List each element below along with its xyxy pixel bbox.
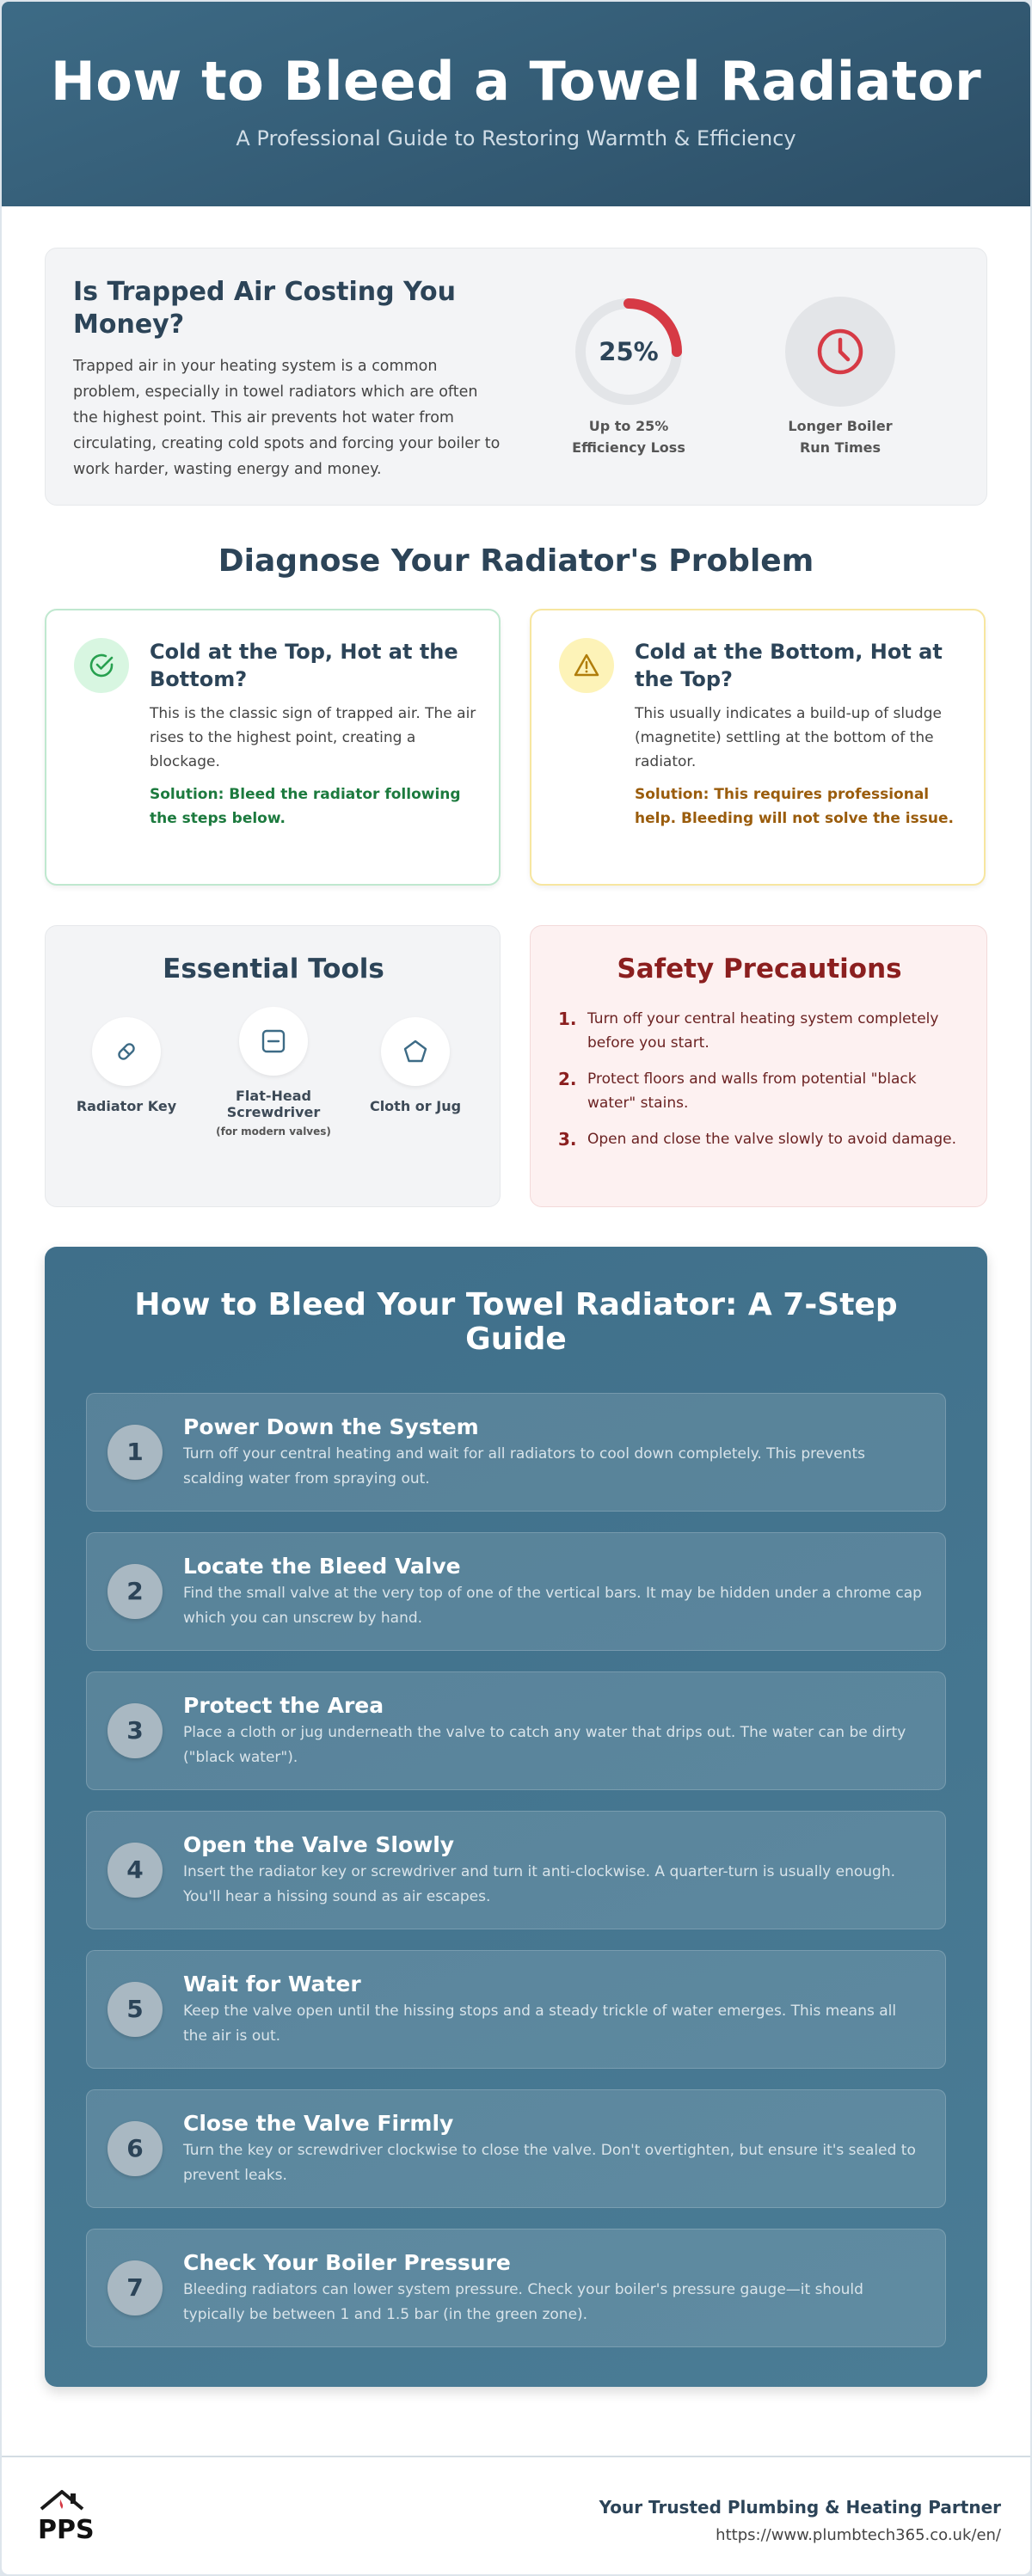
tool-name: Cloth or Jug: [369, 1098, 462, 1114]
step-title: Locate the Bleed Valve: [183, 1554, 461, 1579]
step-card: [86, 1393, 946, 1512]
step-card: [86, 2089, 946, 2208]
page: [2, 2, 1030, 2574]
safety-item: [558, 1127, 962, 1151]
step-number: 1: [108, 1425, 163, 1480]
step-card: [86, 1671, 946, 1790]
step-number: 5: [108, 1982, 163, 2037]
diagnosis-icon-badge: [74, 638, 129, 693]
step-description: Bleeding radiators can lower system pressure. Check your boiler's pressure gauge—it should typically be between 1 and 1.5 bar (in the green zone).: [183, 2281, 863, 2323]
boiler-stat: [771, 297, 909, 458]
step-number: 2: [108, 1564, 163, 1619]
safety-title: Safety Precautions: [617, 954, 902, 984]
tool-note: (for modern valves): [216, 1125, 331, 1138]
step-description: Find the small valve at the very top of one of the vertical bars. It may be hidden under a chrome cap which you can unscrew by hand.: [183, 1585, 922, 1627]
efficiency-gauge: [574, 297, 684, 407]
warning-icon: [573, 652, 600, 679]
tool-radiator-key: [40, 1017, 212, 1114]
diagnosis-solution: Solution: This requires professional help. Bleeding will not solve the issue.: [635, 786, 954, 827]
step-number: 3: [108, 1703, 163, 1758]
jug-icon: [402, 1038, 429, 1065]
step-description: Insert the radiator key or screwdriver and turn it anti-clockwise. A quarter-turn is usually enough. You'll hear a hissing sound as air escapes.: [183, 1863, 896, 1905]
clock-badge: [785, 297, 895, 407]
intro-body: Trapped air in your heating system is a common problem, especially in towel radiators which are often the highest point. This air prevents hot water from circulating, creating cold spots and forcing your boiler to work harder, wasting energy and money.: [73, 358, 501, 478]
step-card: [86, 2229, 946, 2347]
step-title: Power Down the System: [183, 1414, 479, 1439]
safety-card: [530, 925, 987, 1207]
tool-name: Radiator Key: [76, 1098, 177, 1114]
safety-item: [558, 1067, 962, 1115]
page-subtitle: A Professional Guide to Restoring Warmth & Efficiency: [236, 126, 796, 150]
check-circle-icon: [88, 652, 115, 679]
radiator-key-icon: [113, 1038, 140, 1065]
step-number: 4: [108, 1843, 163, 1898]
step-guide: [45, 1247, 987, 2387]
efficiency-stat: [560, 297, 697, 458]
safety-item-text: Protect floors and walls from potential "black water" stains.: [587, 1070, 917, 1112]
tool-name: Flat-Head Screwdriver: [226, 1088, 321, 1120]
step-number: 7: [108, 2260, 163, 2315]
safety-item-number: 1.: [558, 1009, 577, 1029]
page-footer: [2, 2456, 1030, 2574]
clock-icon: [785, 297, 895, 407]
step-title: Open the Valve Slowly: [183, 1832, 455, 1857]
diagnosis-description: This usually indicates a build-up of sludge (magnetite) settling at the bottom of the radiator.: [635, 705, 942, 770]
tool-icon-badge: [239, 1007, 308, 1076]
diagnosis-icon-badge: [559, 638, 614, 693]
intro-card: [45, 248, 987, 506]
step-title: Protect the Area: [183, 1693, 384, 1718]
intro-heading: Is Trapped Air Costing You Money?: [73, 277, 456, 340]
safety-item-text: Open and close the valve slowly to avoid damage.: [587, 1131, 956, 1148]
step-card: [86, 1811, 946, 1929]
tool-icon-badge: [381, 1017, 450, 1086]
step-number: 6: [108, 2121, 163, 2176]
step-description: Turn off your central heating and wait for all radiators to cool down completely. This prevents scalding water from spraying out.: [183, 1445, 865, 1487]
diagnosis-heading: Cold at the Bottom, Hot at the Top?: [635, 640, 943, 691]
tool-cloth-jug: [329, 1017, 501, 1114]
diagnosis-description: This is the classic sign of trapped air. The air rises to the highest point, creating a blockage.: [150, 705, 476, 770]
safety-item-number: 2.: [558, 1069, 577, 1089]
step-description: Keep the valve open until the hissing stops and a steady trickle of water emerges. This means all the air is out.: [183, 2003, 897, 2045]
page-title: How to Bleed a Towel Radiator: [50, 50, 982, 113]
footer-url[interactable]: https://www.plumbtech365.co.uk/en/: [716, 2526, 1001, 2544]
efficiency-label: Up to 25% Efficiency Loss: [572, 418, 685, 456]
step-card: [86, 1532, 946, 1651]
safety-item-number: 3.: [558, 1129, 577, 1150]
boiler-label: Longer Boiler Run Times: [788, 418, 893, 456]
tool-icon-badge: [92, 1017, 161, 1086]
step-title: Check Your Boiler Pressure: [183, 2250, 511, 2275]
step-title: Close the Valve Firmly: [183, 2111, 454, 2136]
screwdriver-icon: [260, 1027, 287, 1055]
safety-item: [558, 1007, 962, 1055]
step-title: Wait for Water: [183, 1972, 361, 1996]
diagnosis-solution: Solution: Bleed the radiator following the steps below.: [150, 786, 461, 827]
guide-title: How to Bleed Your Towel Radiator: A 7-Step Guide: [134, 1287, 898, 1357]
page-header: [2, 2, 1030, 206]
svg-text:PPS: PPS: [38, 2515, 95, 2543]
diagnosis-card-sludge: [530, 609, 986, 886]
company-logo[interactable]: [36, 2483, 98, 2543]
diagnosis-heading: Cold at the Top, Hot at the Bottom?: [150, 640, 458, 691]
diagnosis-card-air: [45, 609, 501, 886]
tools-card: [45, 925, 501, 1207]
efficiency-value: 25%: [599, 337, 659, 366]
diagnose-title: Diagnose Your Radiator's Problem: [218, 543, 814, 579]
safety-item-text: Turn off your central heating system completely before you start.: [587, 1010, 939, 1052]
step-description: Turn the key or screwdriver clockwise to close the valve. Don't overtighten, but ensure it's sealed to prevent leaks.: [183, 2142, 916, 2184]
step-card: [86, 1950, 946, 2069]
step-description: Place a cloth or jug underneath the valve to catch any water that drips out. The water can be dirty ("black water").: [183, 1724, 906, 1766]
tools-title: Essential Tools: [163, 954, 384, 984]
footer-tagline: Your Trusted Plumbing & Heating Partner: [599, 2497, 1001, 2518]
